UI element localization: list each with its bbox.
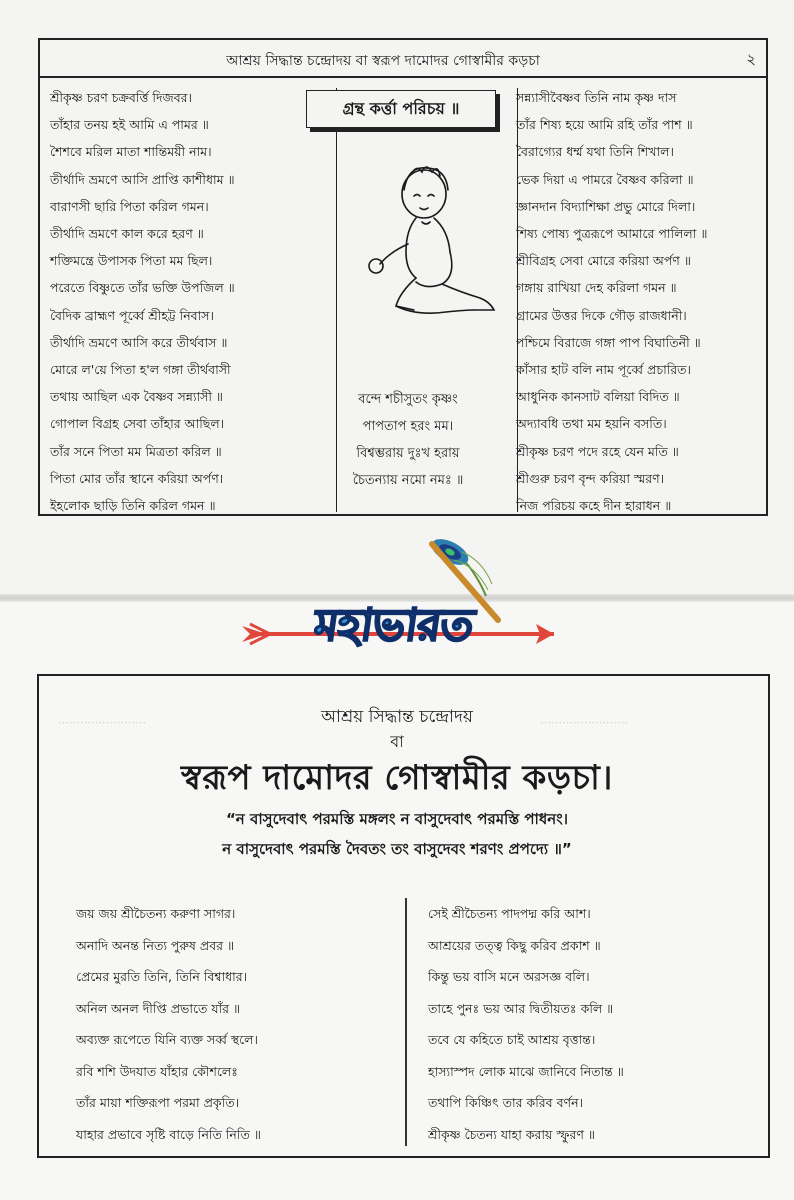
verse-line: ইহলোক ছাড়ি তিনি করিল গমন ॥: [50, 498, 216, 514]
invocation-line: চৈতন্যায় নমো নমঃ ॥: [352, 473, 464, 488]
bleed-through-text: ⋯⋯⋯⋯⋯⋯⋯⋯: [58, 716, 146, 729]
verse-line: আশ্রয়ের তত্ত্ব কিছু করিব প্রকাশ ॥: [428, 937, 601, 953]
verse-line: তীর্থাদি ভ্রমণে আসি করে তীর্থবাস ॥: [50, 334, 228, 350]
verse-line: অদ্যাবধি তথা মম হয়নি বসতি।: [516, 416, 667, 432]
book-main-title: স্বরূপ দামোদর গোস্বামীর কড়চা।: [181, 758, 613, 798]
sanskrit-quote-line: “ন বাসুদেবাৎ পরমস্তি মঙ্গলং ন বাসুদেবাৎ পরমস্তি পাধনং।: [225, 810, 569, 828]
book-title-conjunction: বা: [390, 732, 404, 751]
verse-line: প্রেমের মুরতি তিনি, তিনি বিশ্বাধার।: [76, 969, 248, 984]
verse-line: জ্ঞানদান বিদ্যাশিক্ষা প্রভু মোরে দিলা।: [516, 198, 696, 214]
verse-line: আধুনিক কানসাট বলিয়া বিদিত ॥: [516, 389, 680, 405]
verse-line: শ্রীকৃষ্ণ চরণ পদে রহে যেন মতি ॥: [516, 443, 679, 459]
top-page-header: [40, 40, 766, 78]
verse-line: সেই শ্রীচৈতন্য পাদপদ্ম করি আশ।: [428, 906, 591, 921]
invocation-line: বিশ্বম্ভরায় দুঃখ হরায়: [356, 446, 460, 461]
verse-line: অব্যক্ত রূপেতে যিনি ব্যক্ত সর্ব্ব স্থলে।: [76, 1032, 258, 1047]
verse-line: শক্তিমন্ত্রে উপাসক পিতা মম ছিল।: [50, 253, 213, 269]
verse-line: যাহার প্রভাবে সৃষ্টি বাড়ে নিতি নিতি ॥: [76, 1126, 261, 1142]
mahabharat-logo: [236, 530, 566, 680]
verse-line: শ্রীগুরু চরণ বৃন্দ করিয়া স্মরণ।: [516, 470, 665, 486]
verse-line: রবি শশি উদযাত যাঁহার কৌশলেঃ: [76, 1063, 238, 1079]
verse-line: বারাণসী ছারি পিতা করিল গমন।: [50, 198, 209, 214]
verse-line: পিতা মোর তাঁর স্থানে করিয়া অর্পণ।: [50, 470, 224, 486]
invocation-line: পাপতাপ হরং মম।: [362, 419, 454, 434]
verse-line: তাঁহার তনয় হই আমি এ পামর ॥: [50, 117, 209, 133]
verse-line: হাস্যাস্পদ লোক মাঝে জানিবে নিতান্ত ॥: [428, 1063, 624, 1079]
verse-line: গোপাল বিগ্রহ সেবা তাঁহার আছিল।: [50, 416, 225, 432]
top-page-frame: [38, 38, 768, 516]
verse-line: পরেতে বিষ্ণুতে তাঁর ভক্তি উপজিল ॥: [50, 280, 235, 296]
verse-line: তাঁর মায়া শক্তিরূপা পরমা প্রকৃতি।: [76, 1095, 240, 1110]
verse-line: অনাদি অনন্ত নিত্য পুরুষ প্রবর ॥: [76, 937, 235, 953]
column-divider: [405, 898, 407, 1146]
book-title-line: আশ্রয় সিদ্ধান্ত চন্দ্রোদয়: [321, 707, 473, 727]
verse-line: গঙ্গায় রাখিয়া দেহ করিলা গমন ॥: [516, 280, 677, 296]
verse-line: কিন্তু ভয় বাসি মনে অরসজ্ঞ বলি।: [428, 969, 590, 984]
verse-line: তীর্থাদি ভ্রমণে আসি প্রাপ্তি কাশীধাম ॥: [50, 171, 235, 187]
verse-line: তথায় আছিল এক বৈষ্ণব সন্ন্যাসী ॥: [50, 389, 224, 405]
verse-line: শ্রীবিগ্রহ সেবা মোরে করিয়া অর্পণ ॥: [516, 253, 691, 269]
verse-line: শিষ্য পোষ্য পুত্ররূপে আমারে পালিলা ॥: [516, 226, 708, 242]
bleed-through-text: ⋯⋯⋯⋯⋯⋯⋯⋯: [540, 716, 628, 729]
verse-line: তবে যে কহিতে চাই আশ্রয় বৃত্তান্ত।: [428, 1032, 596, 1047]
verse-line: সন্ন্যাসীবৈষ্ণব তিনি নাম কৃষ্ণ দাস: [516, 90, 677, 105]
verse-line: তাহে পুনঃ ভয় আর দ্বিতীয়তঃ কলি ॥: [428, 1000, 614, 1016]
verse-line: নিজ পরিচয় কহে দীন হারাধন ॥: [516, 498, 672, 514]
verse-line: শৈশবে মরিল মাতা শান্তিময়ী নাম।: [50, 144, 212, 160]
verse-line: শ্রীকৃষ্ণ চৈতন্য যাহা করায় স্ফুরণ ॥: [428, 1126, 595, 1142]
verse-line: অনিল অনল দীপ্তি প্রভাতে যাঁর ॥: [76, 1000, 241, 1016]
verse-line: তাঁর শিষ্য হয়ে আমি রহি তাঁর পাশ ॥: [516, 117, 693, 133]
verse-line: গ্রামের উত্তর দিকে গৌড় রাজধানী।: [516, 307, 687, 323]
verse-line: তথাপি কিঞ্চিৎ তার করিব বর্ণন।: [428, 1095, 584, 1110]
verse-line: জয় জয় শ্রীচৈতন্য করুণা সাগর।: [76, 906, 236, 921]
center-author-panel: [298, 84, 516, 514]
verse-line: বৈদিক ব্রাহ্মণ পূর্ব্বে শ্রীহট্ট নিবাস।: [50, 307, 214, 323]
verse-line: পশ্চিমে বিরাজে গঙ্গা পাপ বিঘাতিনী ॥: [516, 334, 701, 350]
verse-line: তীর্থাদি ভ্রমণে কাল করে হরণ ॥: [50, 226, 204, 242]
page-number: ২: [746, 50, 756, 68]
invocation-line: বন্দে শচীসুতং কৃষ্ণং: [358, 392, 458, 407]
verse-line: তাঁর সনে পিতা মম মিত্রতা করিল ॥: [50, 443, 222, 459]
verse-line: শ্রীকৃষ্ণ চরণ চক্রবর্ত্তি দিজবর।: [50, 90, 193, 105]
sanskrit-invocation: [300, 386, 516, 494]
sanskrit-quote-line: ন বাসুদেবাৎ পরমস্তি দৈবতং তং বাসুদেবং শরণং প্রপদ্যে ॥”: [222, 840, 572, 858]
author-intro-title: গ্রন্থ কর্ত্তা পরিচয় ॥: [306, 90, 496, 128]
top-right-verse-column: [516, 84, 766, 519]
bottom-right-verse-column: [428, 898, 728, 1150]
running-header-title: আশ্রয় সিদ্ধান্ত চন্দ্রোদয় বা স্বরূপ দামোদর গোস্বামীর কড়চা: [226, 53, 540, 69]
bottom-left-verse-column: [76, 898, 376, 1150]
logo-wordmark: মহাভারত: [310, 600, 477, 651]
child-krishna-illustration: [356, 160, 506, 320]
verse-line: মোরে ল'য়ে পিতা হ'ল গঙ্গা তীর্থবাসী: [50, 362, 231, 378]
verse-line: কাঁসার হাট বলি নাম পূর্ব্বে প্রচারিত।: [516, 362, 692, 378]
verse-line: বৈরাগ্যের ধর্ম্ম যথা তিনি শিখাল।: [516, 144, 674, 160]
verse-line: ভেক দিয়া এ পামরে বৈষ্ণব করিলা ॥: [516, 171, 694, 187]
top-left-verse-column: [50, 84, 300, 519]
